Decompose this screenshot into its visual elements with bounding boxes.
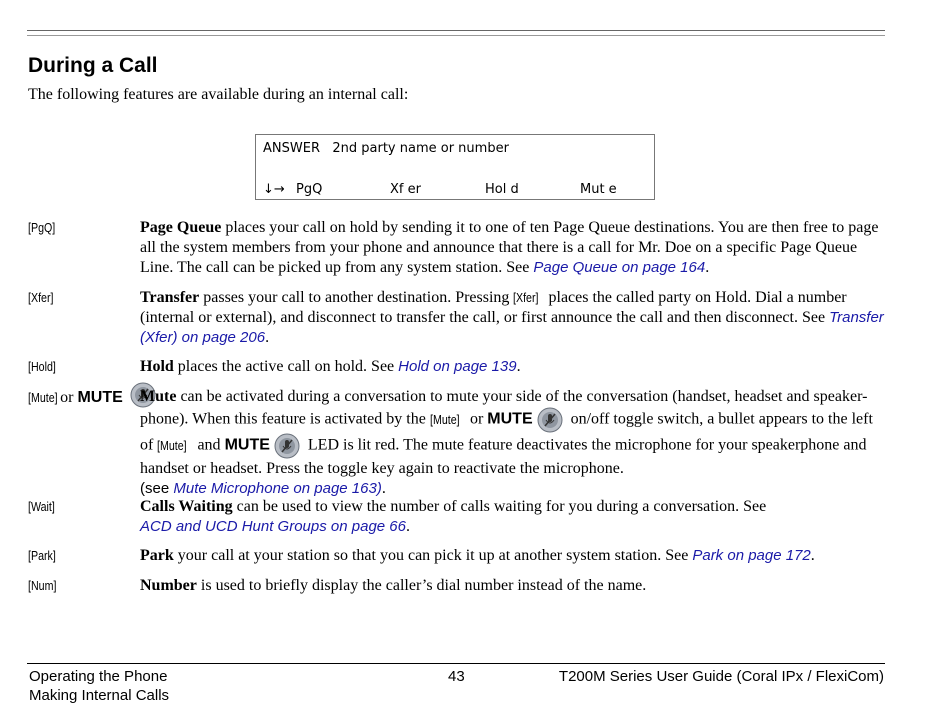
feature-name: Hold	[140, 358, 174, 375]
feature-description	[140, 576, 885, 596]
mute-key-label: MUTE	[77, 389, 123, 406]
footer-section: Making Internal Calls	[29, 687, 170, 704]
page-link[interactable]: Park on page 172	[692, 547, 811, 564]
feature-key: [Xfer]	[28, 290, 54, 305]
softkey-hold: Hol d	[485, 182, 519, 197]
feature-key: [Mute]	[28, 390, 58, 405]
intro-text: The following features are available during an internal call:	[28, 86, 409, 103]
feature-text: is used to briefly display the caller’s dial number instead of the name.	[196, 577, 647, 594]
feature-text: on/off toggle switch, a bullet appears to the left of	[140, 410, 873, 454]
conj: or	[465, 410, 488, 428]
feature-text: can be activated during a conversation to mute your side of the conversation (handset, headset and speaker-phone). When this feature is activated by the	[140, 388, 868, 428]
mute-key-label: MUTE	[487, 410, 533, 428]
punct: .	[810, 547, 815, 564]
feature-text: LED is lit red. The mute feature deactivates the microphone for your speakerphone and handset or headset. Press the toggle key again to reactivate the microphone.	[140, 436, 867, 477]
header-rule-secondary	[27, 35, 885, 36]
mute-button-icon	[274, 433, 300, 459]
page-link[interactable]: Transfer (Xfer) on page 206	[140, 309, 884, 346]
feature-text: places the called party on Hold. Dial a number (internal or external), and disconnect to transfer the call, or first announce the call and then disconnect. See	[140, 289, 847, 326]
feature-key: [Park]	[28, 548, 56, 563]
see-open: (see	[140, 480, 174, 497]
feature-text: places the active call on hold. See	[173, 358, 399, 375]
inline-key: [Mute]	[157, 437, 187, 453]
feature-name: Number	[140, 577, 197, 594]
footer-rule	[27, 663, 885, 664]
feature-description	[140, 387, 885, 499]
page-link[interactable]: ACD and UCD Hunt Groups on page 66	[140, 518, 406, 535]
feature-description	[140, 497, 885, 537]
punct: .	[265, 329, 270, 346]
feature-name: Calls Waiting	[140, 498, 233, 515]
feature-text: can be used to view the number of calls waiting for you during a conversation. See	[232, 498, 767, 515]
footer-guide-title: T200M Series User Guide (Coral IPx / FlexiCom)	[558, 668, 884, 685]
feature-description	[140, 218, 885, 278]
key-or: or	[56, 389, 78, 406]
inline-key: [Mute]	[429, 411, 460, 427]
page-link[interactable]: Page Queue on page 164	[533, 259, 706, 276]
punct: .	[381, 480, 386, 497]
punct: .	[405, 518, 410, 535]
softkey-mute: Mut e	[580, 182, 617, 197]
feature-description	[140, 288, 885, 348]
feature-key: [Hold]	[28, 359, 56, 374]
display-arrow-icon: ↓→	[263, 182, 285, 197]
softkey-pgq: PgQ	[296, 182, 323, 197]
header-rule	[27, 30, 885, 31]
feature-key: [Num]	[28, 578, 57, 593]
punct: .	[516, 358, 521, 375]
feature-description	[140, 546, 885, 566]
feature-key: [Wait]	[28, 499, 55, 514]
display-line-1: ANSWER 2nd party name or number	[263, 141, 509, 156]
inline-key: [Xfer]	[513, 290, 539, 305]
feature-text: places your call on hold by sending it to one of ten Page Queue destinations. You are then free to page all the system members from your phone and announce that there is a call for Mr. Doe on a specific Page Queue Line. The call can be picked up from any system station. See	[140, 219, 879, 276]
page-link[interactable]: Hold on page 139	[398, 358, 517, 375]
feature-name: Park	[140, 547, 174, 564]
phone-display-illustration	[255, 134, 655, 200]
feature-name: Page Queue	[140, 219, 222, 236]
conj: and	[193, 436, 225, 454]
page-link[interactable]: Mute Microphone on page 163)	[173, 480, 382, 497]
punct: .	[705, 259, 710, 276]
feature-description	[140, 357, 885, 377]
page-number: 43	[448, 668, 465, 685]
feature-name: Mute	[140, 388, 177, 405]
footer-chapter: Operating the Phone	[29, 668, 168, 685]
mute-button-icon	[537, 407, 563, 433]
feature-text: your call at your station so that you can pick it up at another system station. See	[173, 547, 693, 564]
feature-key: [PgQ]	[28, 220, 56, 235]
softkey-xfer: Xf er	[390, 182, 421, 197]
feature-text: passes your call to another destination. Pressing	[199, 289, 514, 306]
page-title: During a Call	[28, 54, 158, 77]
mute-key-label: MUTE	[224, 436, 270, 454]
feature-name: Transfer	[140, 289, 200, 306]
